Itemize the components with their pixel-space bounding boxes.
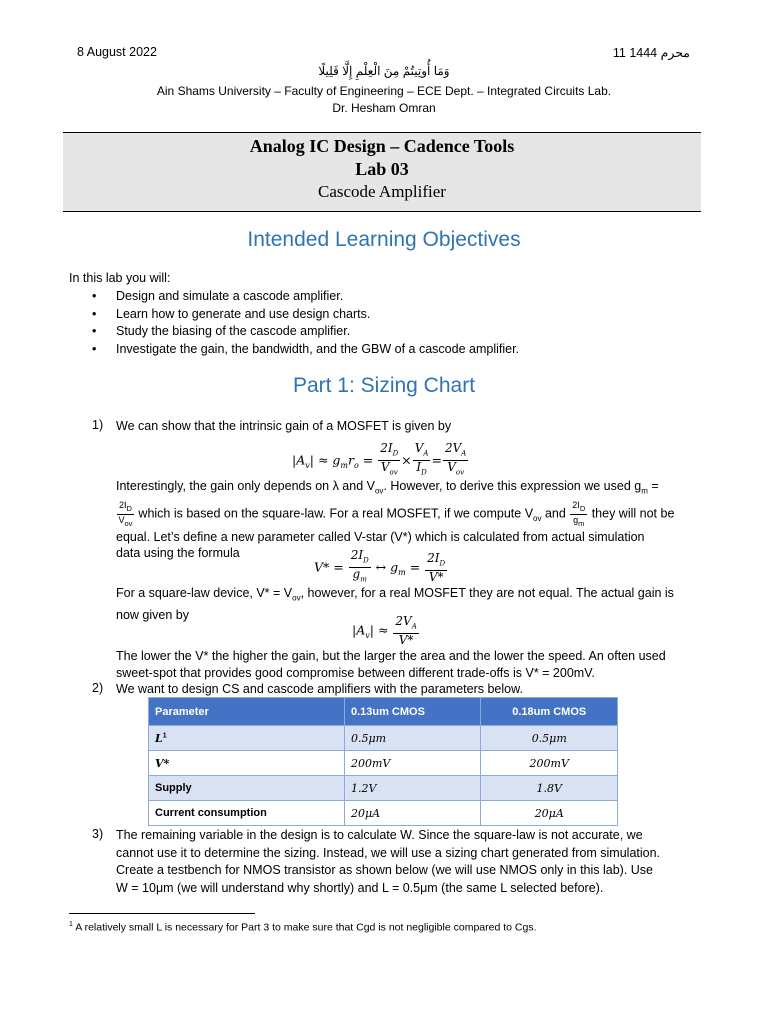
header-affiliation: Ain Shams University – Faculty of Engineering – ECE Dept. – Integrated Circuits Lab. [156, 84, 612, 98]
table-cell: V* [149, 751, 345, 776]
table-cell: 200mV [344, 751, 481, 776]
table-header-cell: 0.18um CMOS [481, 698, 618, 726]
equation-actual-gain: $|A_v|$ ≈ $\frac{2V_A}{V*}$ [352, 614, 417, 648]
table-cell: Supply [149, 776, 345, 801]
header-author: Dr. Hesham Omran [332, 101, 436, 115]
list-item: • Design and simulate a cascode amplifier. [92, 288, 519, 306]
item2-text: We want to design CS and cascode amplifiers with the parameters below. [116, 682, 523, 696]
table-header-cell: 0.13um CMOS [344, 698, 481, 726]
title-lab-number: Lab 03 [355, 159, 409, 179]
title-lab-topic: Cascode Amplifier [318, 182, 446, 201]
table-cell: 200mV [481, 751, 618, 776]
table-cell: 20μA [481, 801, 618, 826]
ilo-heading: Intended Learning Objectives [247, 228, 521, 251]
footnote: $^1$ A relatively small L is necessary for Part 3 to make sure that Cgd is not negligible compared to Cgs. [69, 921, 537, 934]
equation-intrinsic-gain: $|A_v| \approx g_mr_o$ = $\frac{2I_D}{V_{ov}}$ × $\frac{V_A}{I_D}$ = $\frac{2V_A}{V_{ov}}$ [292, 441, 467, 477]
list-item: • Study the biasing of the cascode amplifier. [92, 323, 519, 341]
table-cell: 1.8V [481, 776, 618, 801]
list-item: • Learn how to generate and use design charts. [92, 306, 519, 324]
parameters-table [148, 697, 618, 826]
title-box [63, 132, 701, 212]
table-row [149, 751, 618, 776]
item3-number: 3) [92, 827, 104, 841]
paragraph-square-law: For a square-law device, $V* = V_{ov}$, however, for a real MOSFET they are not equal. The actual gain is now given by [116, 586, 674, 622]
table-cell: 20μA [344, 801, 481, 826]
table-cell: 0.5μm [481, 726, 618, 751]
table-row [149, 726, 618, 751]
table-row [149, 776, 618, 801]
list-item: • Investigate the gain, the bandwidth, and the GBW of a cascode amplifier. [92, 341, 519, 359]
ilo-bullet-list [92, 288, 519, 358]
header-date-right: 11 محرم 1444 [612, 46, 690, 60]
header-verse: وَمَا أُوتِيتُمْ مِنَ الْعِلْمِ إِلَّا قَلِيلًا [318, 64, 450, 78]
item1-number: 1) [92, 418, 104, 432]
paragraph-vstar-tradeoff: The lower the V* the higher the gain, but the larger the area and the lower the speed. An often used sweet-spot that provides good compromise between different trade-offs is V* = 200mV. [116, 649, 666, 680]
part1-heading: Part 1: Sizing Chart [292, 374, 476, 397]
table-cell: 1.2V [344, 776, 481, 801]
item3-text: The remaining variable in the design is to calculate W. Since the square-law is not accurate, we cannot use it to determine the sizing. Instead, we will use a sizing chart generated from simulation. Create a testbench for NMOS transistor as shown below (we will use NMOS only in this lab). Use W = 10μm (we will understand why shortly) and L = 0.5μm (the same L selected before). [116, 828, 661, 895]
footnote-separator [69, 913, 255, 914]
header-date-left: 8 August 2022 [77, 45, 157, 59]
ilo-intro: In this lab you will: [69, 271, 171, 285]
item1-text: We can show that the intrinsic gain of a MOSFET is given by [116, 419, 452, 433]
table-cell: Current consumption [149, 801, 345, 826]
table-header-cell: Parameter [149, 698, 345, 726]
table-header-row [149, 698, 618, 726]
item2-number: 2) [92, 681, 104, 695]
table-cell: 0.5μm [344, 726, 481, 751]
equation-vstar: V* = $\frac{2I_D}{g_m}$ ↔ $g_m$ = $\frac{2I_D}{V*}$ [314, 548, 446, 585]
title-course: Analog IC Design – Cadence Tools [249, 136, 515, 156]
table-row [149, 801, 618, 826]
paragraph-gain-derivation: Interestingly, the gain only depends on λ and $V_{ov}$. However, to derive this expression we used $g_m$ = $\frac{2I_D}{V_{ov}}$ which is based on the square-law. For a real MOSFET, if we compute $V_{ov}$ and $\frac{2I_D}{g_m}$ they will not be equal. Let’s define a new parameter called V-star (V*) which is calculated from actual simulation data using the formula [116, 479, 675, 561]
table-cell: $L^1$ [149, 726, 345, 751]
